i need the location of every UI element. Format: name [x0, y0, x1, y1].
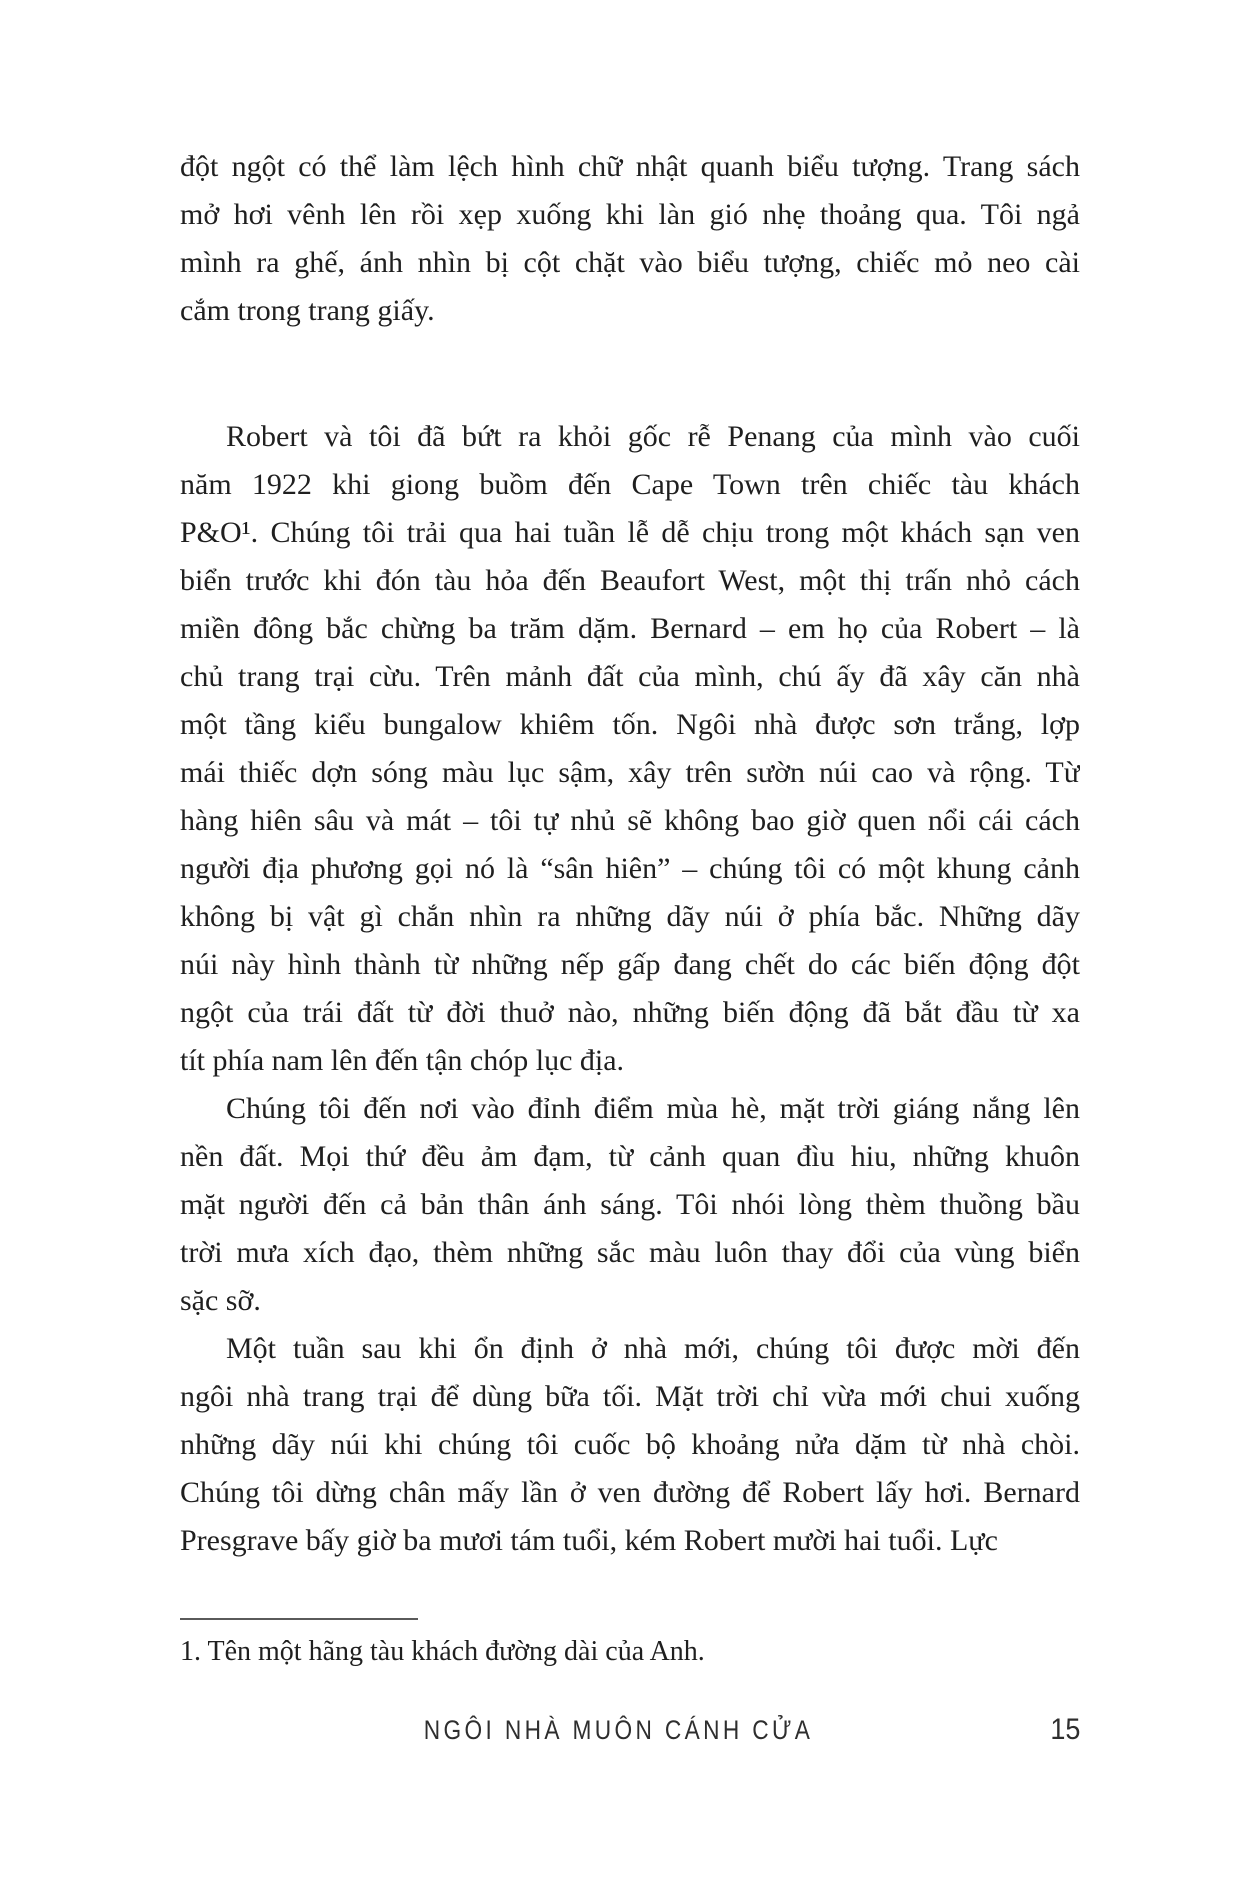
body-line: ngột của trái đất từ đời thuở nào, những biến động đã bắt đầu từ xa: [180, 996, 1080, 1029]
body-line: mình ra ghế, ánh nhìn bị cột chặt vào biểu tượng, chiếc mỏ neo cài: [180, 246, 1080, 279]
page-footer: [0, 1714, 1237, 1754]
body-line: Robert và tôi đã bứt ra khỏi gốc rễ Penang của mình vào cuối: [226, 420, 1080, 453]
body-line: sặc sỡ.: [180, 1284, 261, 1317]
body-line: tít phía nam lên đến tận chóp lục địa.: [180, 1044, 625, 1077]
running-book-title: NGÔI NHÀ MUÔN CÁNH CỬA: [423, 1715, 814, 1745]
body-line: biển trước khi đón tàu hỏa đến Beaufort West, một thị trấn nhỏ cách: [180, 564, 1080, 597]
footnote: 1. Tên một hãng tàu khách đường dài của Anh.: [180, 1636, 705, 1667]
paragraph: [180, 1085, 1080, 1325]
body-line: người địa phương gọi nó là “sân hiên” – chúng tôi có một khung cảnh: [180, 852, 1080, 885]
paragraph-continuation: [180, 143, 1080, 335]
body-line: mặt người đến cả bản thân ánh sáng. Tôi nhói lòng thèm thuồng bầu: [180, 1188, 1080, 1221]
body-text: [180, 143, 1080, 1565]
body-line: hàng hiên sâu và mát – tôi tự nhủ sẽ không bao giờ quen nổi cái cách: [180, 804, 1080, 837]
body-line: năm 1922 khi giong buồm đến Cape Town trên chiếc tàu khách: [180, 468, 1080, 501]
paragraph: [180, 413, 1080, 1085]
body-line: Chúng tôi đến nơi vào đỉnh điểm mùa hè, mặt trời giáng nắng lên: [226, 1092, 1080, 1125]
body-line: những dãy núi khi chúng tôi cuốc bộ khoảng nửa dặm từ nhà chòi.: [180, 1428, 1080, 1461]
body-line: đột ngột có thể làm lệch hình chữ nhật quanh biểu tượng. Trang sách: [180, 150, 1080, 183]
footnote-separator: [180, 1618, 418, 1620]
body-line: Một tuần sau khi ổn định ở nhà mới, chúng tôi được mời đến: [226, 1332, 1080, 1365]
body-line: mở hơi vênh lên rồi xẹp xuống khi làn gió nhẹ thoảng qua. Tôi ngả: [180, 198, 1080, 231]
body-line: cắm trong trang giấy.: [180, 294, 435, 327]
body-line: ngôi nhà trang trại để dùng bữa tối. Mặt trời chỉ vừa mới chui xuống: [180, 1380, 1080, 1413]
body-line: Presgrave bấy giờ ba mươi tám tuổi, kém Robert mười hai tuổi. Lực: [180, 1524, 998, 1557]
body-line: trời mưa xích đạo, thèm những sắc màu luôn thay đổi của vùng biển: [180, 1236, 1080, 1269]
body-line: chủ trang trại cừu. Trên mảnh đất của mình, chú ấy đã xây căn nhà: [180, 660, 1080, 693]
body-line: miền đông bắc chừng ba trăm dặm. Bernard – em họ của Robert – là: [180, 612, 1080, 645]
page-number: 15: [1049, 1713, 1080, 1746]
body-line: mái thiếc dợn sóng màu lục sậm, xây trên sườn núi cao và rộng. Từ: [180, 756, 1080, 789]
body-line: nền đất. Mọi thứ đều ảm đạm, từ cảnh quan đìu hiu, những khuôn: [180, 1140, 1080, 1173]
body-line: P&O¹. Chúng tôi trải qua hai tuần lễ dễ chịu trong một khách sạn ven: [180, 516, 1080, 549]
paragraph: [180, 1325, 1080, 1565]
body-line: một tầng kiểu bungalow khiêm tốn. Ngôi nhà được sơn trắng, lợp: [180, 708, 1080, 741]
body-line: Chúng tôi dừng chân mấy lần ở ven đường để Robert lấy hơi. Bernard: [180, 1476, 1080, 1509]
body-line: không bị vật gì chắn nhìn ra những dãy núi ở phía bắc. Những dãy: [180, 900, 1080, 933]
body-line: núi này hình thành từ những nếp gấp đang chết do các biến động đột: [180, 948, 1080, 981]
